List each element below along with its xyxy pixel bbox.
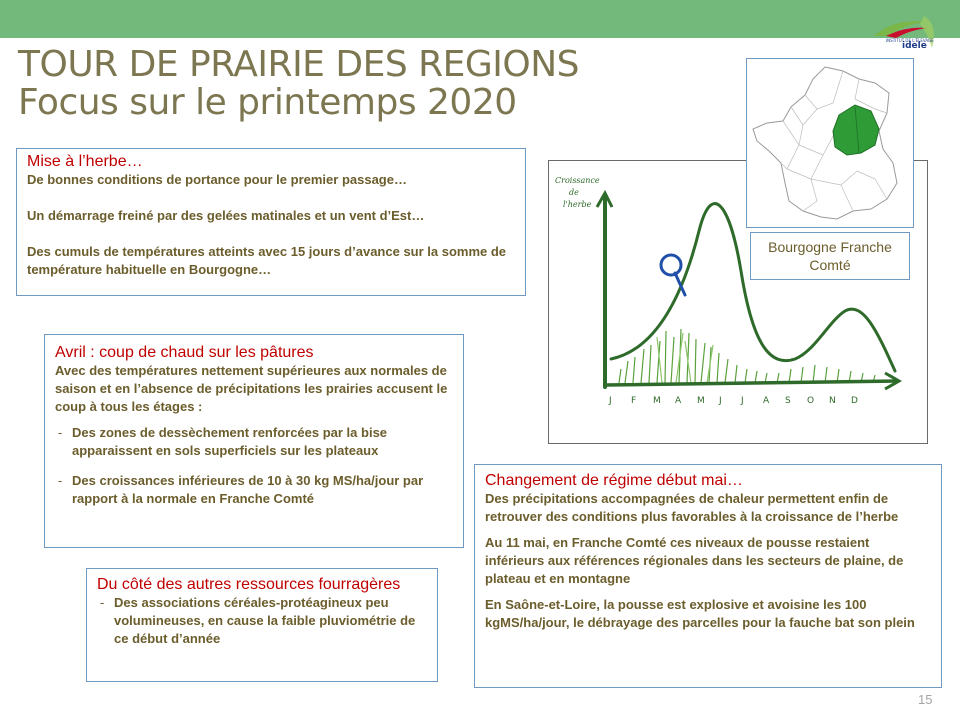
header-bar [0,0,960,38]
graph-month-label: S [785,396,791,406]
idele-logo [866,14,942,60]
graph-month-label: J [741,396,744,406]
box-avril-list [55,424,453,508]
title-line-1: TOUR DE PRAIRIE DES REGIONS [18,44,580,85]
france-map [746,58,914,228]
box-changement-p3: En Saône-et-Loire, la pousse est explosive et avoisine les 100 kgMS/ha/jour, le débrayage des parcelles pour la fauche bat son plein [485,597,915,630]
box-changement-heading: Changement de régime début mai… [485,472,743,489]
graph-month-label: M [697,396,705,406]
region-label: Bourgogne Franche Comté [750,232,910,280]
page-number: 15 [918,692,933,707]
box-changement-regime [474,464,942,688]
graph-month-label: A [675,396,682,406]
graph-month-label: O [807,396,815,406]
title-line-2: Focus sur le printemps 2020 [18,82,517,123]
graph-ylabel-line: Croissance [555,176,600,185]
box-mise-p1: De bonnes conditions de portance pour le premier passage… [27,172,407,187]
box-mise-a-l-herbe [16,148,526,296]
graph-month-label: M [653,396,661,406]
graph-month-label: J [719,396,722,406]
box-ressources-item: - Des associations céréales-protéagineux peu volumineuses, en cause la faible pluviométrie de ce début d’année [97,594,427,648]
magnifier-icon [661,255,685,295]
box-avril-item: - Des zones de dessèchement renforcées par la bise apparaissent en sols superficiels sur les plateaux [55,424,453,460]
box-ressources-list [97,594,427,648]
box-avril-heading: Avril : coup de chaud sur les pâtures [55,344,314,361]
graph-ylabel-line: de [569,188,579,197]
graph-months [608,396,858,406]
graph-ylabel-line: l'herbe [563,200,592,209]
box-mise-heading: Mise à l’herbe… [27,153,143,170]
graph-month-label: D [851,396,858,406]
box-changement-p1: Des précipitations accompagnées de chaleur permettent enfin de retrouver des conditions plus favorables à la croissance de l’herbe [485,491,899,524]
box-ressources-heading: Du côté des autres ressources fourragères [97,576,401,593]
graph-ylabel [555,176,602,209]
graph-month-label: A [763,396,770,406]
graph-month-label: F [631,396,637,406]
box-avril-item: - Des croissances inférieures de 10 à 30 kg MS/ha/jour par rapport à la normale en Franche Comté [55,472,453,508]
box-avril [44,334,464,548]
graph-month-label: J [609,396,612,406]
box-avril-intro: Avec des températures nettement supérieures aux normales de saison et en l’absence de précipitations les prairies accusent le coup à tous les étages : [55,363,448,414]
box-mise-p3: Des cumuls de températures atteints avec 15 jours d’avance sur la somme de température habituelle en Bourgogne… [27,244,507,277]
box-changement-p2: Au 11 mai, en Franche Comté ces niveaux de pousse restaient inférieurs aux références régionales dans les secteurs de plaine, de plateau et en montagne [485,535,904,586]
logo-brand: idele [902,41,927,51]
box-autres-ressources [86,568,438,682]
slide-title [18,46,579,122]
france-map-svg [747,59,913,227]
logo-small-text: INSTITUT DE L'ÉLEVAGE [886,38,934,43]
box-mise-p2: Un démarrage freiné par des gelées matinales et un vent d’Est… [27,208,425,223]
grass-tufts [619,329,875,383]
graph-month-label: N [829,396,836,406]
